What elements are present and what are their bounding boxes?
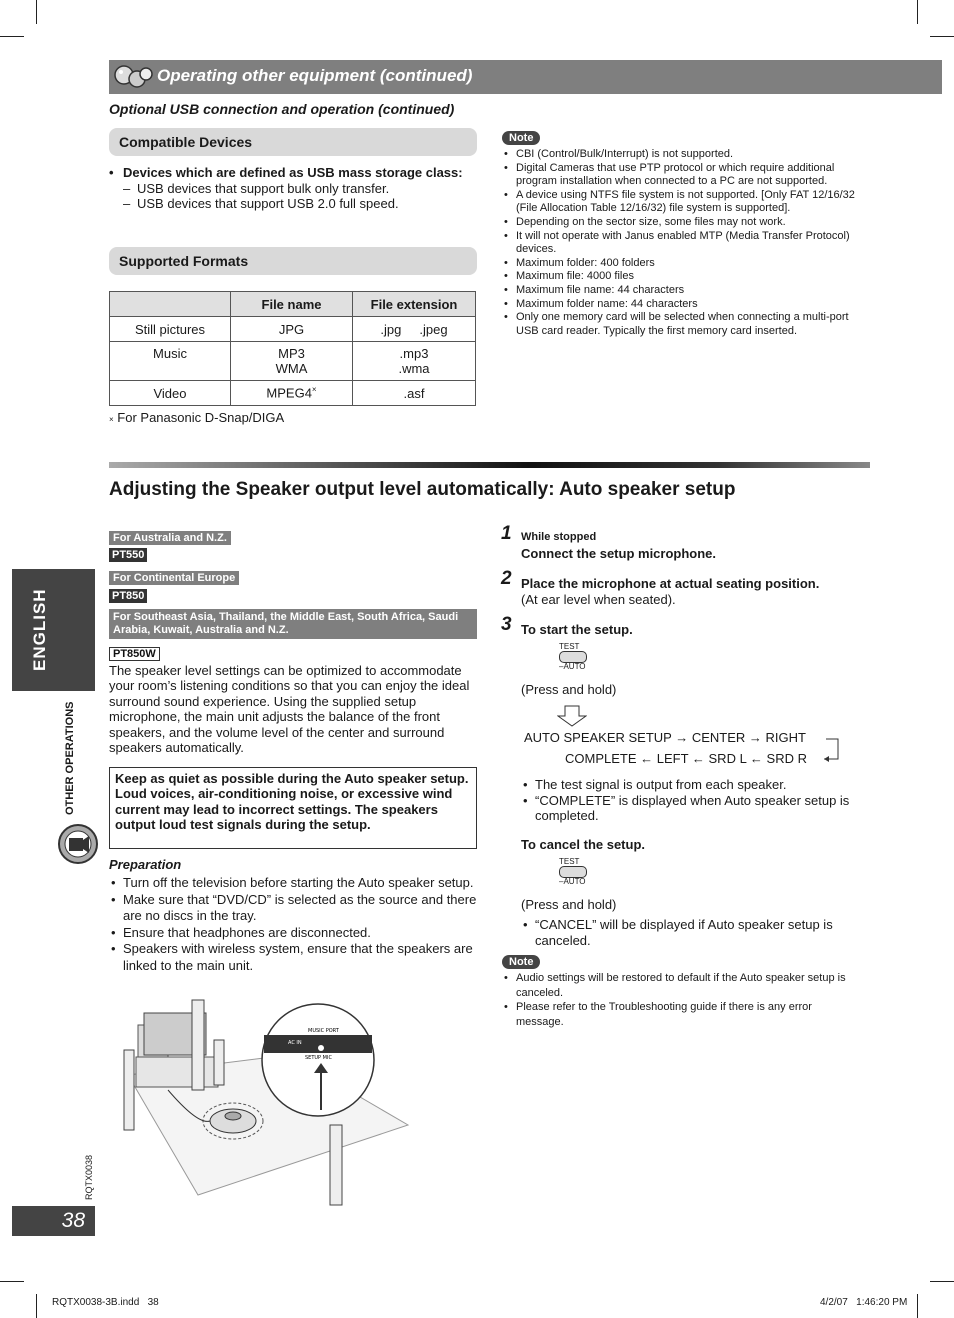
test-auto-button-cancel[interactable] xyxy=(559,858,587,886)
intro-text: The speaker level settings can be optimized to accommodate your room’s listening conditions so that you can enjoy the ideal surround sound experience. Using the supplied setup microphone, the main unit adjusts the balance of the front speakers, and the volume level of the center and surround speakers automatically. xyxy=(109,663,470,756)
table-cell: .asf xyxy=(353,381,476,406)
footer-file: RQTX0038-3B.indd 38 xyxy=(52,1297,159,1308)
button-label-bottom: –AUTO xyxy=(559,662,586,671)
step1-text: Connect the setup microphone. xyxy=(521,546,717,561)
svg-text:MUSIC PORT: MUSIC PORT xyxy=(308,1028,339,1034)
page-number: 38 xyxy=(12,1206,95,1236)
press-hold-text: (Press and hold) xyxy=(521,682,617,697)
list-item: • Make sure that “DVD/CD” is selected as the source and there are no discs in the tray. xyxy=(109,892,479,925)
step-number: 3 xyxy=(501,614,512,635)
region-tag-europe: For Continental Europe xyxy=(109,571,239,585)
button-label-bottom: –AUTO xyxy=(559,877,586,886)
list-item: • Maximum folder name: 44 characters xyxy=(502,298,870,312)
video-name: MPEG4 xyxy=(266,385,312,401)
formats-footnote xyxy=(109,410,284,427)
footnote-text: For Panasonic D-Snap/DIGA xyxy=(117,410,285,425)
page-subtitle: Optional USB connection and operation (continued) xyxy=(109,101,455,117)
compatible-dash-1: USB devices that support bulk only transfer. xyxy=(137,181,390,196)
usb-notes-list xyxy=(502,148,870,338)
table-cell: Still pictures xyxy=(110,317,231,342)
press-hold-text: (Press and hold) xyxy=(521,897,617,912)
header-bubbles-icon xyxy=(113,63,153,91)
table-header: File name xyxy=(231,292,353,317)
list-item: • Digital Cameras that use PTP protocol or which require additional program installation when connected to a PC are not supported. xyxy=(502,162,870,189)
section-side-label: OTHER OPERATIONS xyxy=(64,701,76,815)
cancel-title: To cancel the setup. xyxy=(521,837,646,852)
list-item: • Depending on the sector size, some files may not work. xyxy=(502,216,870,230)
list-item: • A device using NTFS file system is not supported. [Only FAT 12/16/32 (File Allocation Table 12/16/32) file system is supported]. xyxy=(502,189,870,216)
list-item: • Ensure that headphones are disconnected. xyxy=(109,925,479,942)
table-cell: Video xyxy=(110,381,231,406)
list-item: • CBI (Control/Bulk/Interrupt) is not supported. xyxy=(502,148,870,162)
button-label-top: TEST xyxy=(559,642,580,651)
region-tag-asia: For Southeast Asia, Thailand, the Middle East, South Africa, Saudi Arabia, Kuwait, Australia and N.Z. xyxy=(109,609,477,639)
list-item: • Audio settings will be restored to default if the Auto speaker setup is canceled. xyxy=(502,971,862,1000)
setup-notes-list xyxy=(502,971,862,1029)
footer-date: 4/2/07 1:46:20 PM xyxy=(820,1297,908,1308)
flow-line-1: AUTO SPEAKER SETUP → CENTER → RIGHT xyxy=(524,730,806,745)
table-cell: Music xyxy=(110,342,231,381)
svg-text:AC IN: AC IN xyxy=(288,1040,302,1046)
playback-disc-icon xyxy=(57,823,99,870)
compatible-lead: Devices which are defined as USB mass storage class: xyxy=(123,165,463,180)
step1-condition: While stopped xyxy=(521,531,597,543)
list-item: • Maximum file: 4000 files xyxy=(502,270,870,284)
language-label: ENGLISH xyxy=(30,588,49,672)
step3-bullets xyxy=(521,777,866,824)
list-item: • The test signal is output from each speaker. xyxy=(521,777,866,793)
list-item: • Only one memory card will be selected when connecting a multi-port USB card reader. Typically the first memory card inserted. xyxy=(502,311,870,338)
section-divider xyxy=(109,462,870,468)
list-item: • Maximum file name: 44 characters xyxy=(502,284,870,298)
footnote-mark: × xyxy=(311,385,317,395)
step-number: 2 xyxy=(501,568,512,589)
button-label-top: TEST xyxy=(559,857,580,866)
compatible-devices-heading: Compatible Devices xyxy=(109,128,477,156)
table-header xyxy=(110,292,231,317)
preparation-list xyxy=(109,875,479,974)
page-title: Operating other equipment (continued) xyxy=(157,66,473,85)
model-badge-pt850w: PT850W xyxy=(109,647,160,661)
table-header: File extension xyxy=(353,292,476,317)
note-badge: Note xyxy=(502,955,540,969)
preparation-title: Preparation xyxy=(109,857,182,872)
flow-return-arrow-icon xyxy=(822,737,842,768)
step3-text: To start the setup. xyxy=(521,622,633,637)
table-cell: .jpg .jpeg xyxy=(353,317,476,342)
step-number: 1 xyxy=(501,523,512,544)
compatible-devices-body: • Devices which are defined as USB mass storage class: – USB devices that support bulk only transfer. – USB devices that support USB 2.0 full speed. xyxy=(109,165,463,211)
down-arrow-icon xyxy=(557,705,587,732)
document-code: RQTX0038 xyxy=(84,1154,94,1200)
section-title: Adjusting the Speaker output level automatically: Auto speaker setup xyxy=(109,479,736,500)
svg-text:SETUP MIC: SETUP MIC xyxy=(305,1055,332,1061)
cancel-bullets xyxy=(521,917,866,948)
flow-line-2: COMPLETE ← LEFT ← SRD L ← SRD R xyxy=(565,751,807,766)
list-item: • “COMPLETE” is displayed when Auto speaker setup is completed. xyxy=(521,793,866,824)
region-tag-australia: For Australia and N.Z. xyxy=(109,531,231,545)
table-cell xyxy=(231,381,353,406)
list-item: • Maximum folder: 400 folders xyxy=(502,257,870,271)
list-item: • It will not operate with Janus enabled MTP (Media Transfer Protocol) devices. xyxy=(502,230,870,257)
model-badge-pt850: PT850 xyxy=(109,589,147,603)
step2-text: Place the microphone at actual seating position. xyxy=(521,576,820,591)
list-item: • Please refer to the Troubleshooting guide if there is any error message. xyxy=(502,1000,862,1029)
formats-table xyxy=(109,291,476,406)
list-item: • “CANCEL” will be displayed if Auto speaker setup is canceled. xyxy=(521,917,866,948)
step2-sub: (At ear level when seated). xyxy=(521,592,676,607)
test-auto-button[interactable] xyxy=(559,643,587,671)
list-item: • Speakers with wireless system, ensure that the speakers are linked to the main unit. xyxy=(109,941,479,974)
supported-formats-heading: Supported Formats xyxy=(109,247,477,275)
table-cell: JPG xyxy=(231,317,353,342)
footnote-mark: × xyxy=(109,415,114,424)
warning-box: Keep as quiet as possible during the Auto speaker setup. Loud voices, air-conditioning noise, or excessive wind current may lead to incorrect settings. The speakers output loud test signals during the setup. xyxy=(109,767,477,849)
note-badge: Note xyxy=(502,131,540,145)
model-badge-pt550: PT550 xyxy=(109,548,147,562)
list-item: • Turn off the television before starting the Auto speaker setup. xyxy=(109,875,479,892)
table-cell: MP3 WMA xyxy=(231,342,353,381)
table-cell: .mp3 .wma xyxy=(353,342,476,381)
speaker-setup-illustration xyxy=(108,995,414,1210)
compatible-dash-2: USB devices that support USB 2.0 full speed. xyxy=(137,196,399,211)
